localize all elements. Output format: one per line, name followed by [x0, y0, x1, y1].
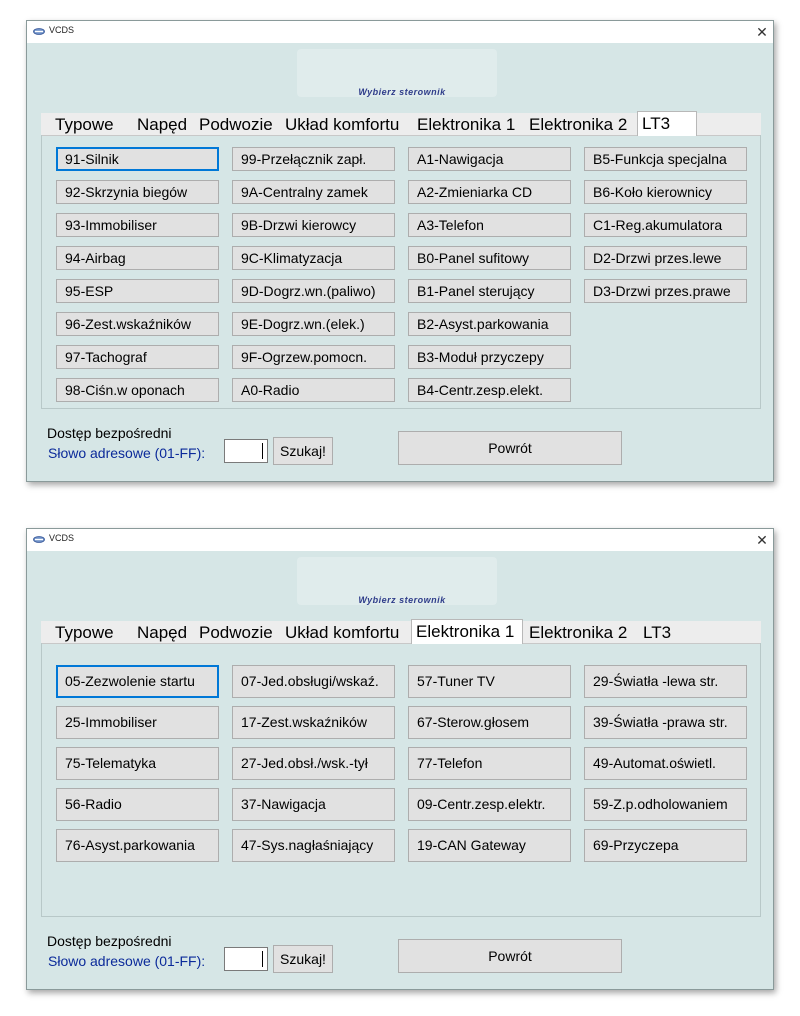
direct-access-label: Dostęp bezpośredni — [47, 425, 172, 441]
module-button[interactable]: 47-Sys.nagłaśniający — [232, 829, 395, 862]
module-button[interactable]: B6-Koło kierownicy — [584, 180, 747, 204]
tab-uklad-komfortu[interactable]: Układ komfortu — [285, 115, 400, 134]
tab-lt3[interactable]: LT3 — [643, 623, 672, 642]
module-button[interactable]: 9A-Centralny zamek — [232, 180, 395, 204]
module-button[interactable]: 9C-Klimatyzacja — [232, 246, 395, 270]
module-button[interactable]: C1-Reg.akumulatora — [584, 213, 747, 237]
module-button[interactable]: 19-CAN Gateway — [408, 829, 571, 862]
module-button[interactable]: 76-Asyst.parkowania — [56, 829, 219, 862]
module-button[interactable]: 67-Sterow.głosem — [408, 706, 571, 739]
select-controller-banner: Wybierz sterownik — [358, 595, 446, 605]
address-word-label: Słowo adresowe (01-FF): — [48, 953, 206, 969]
title-bar[interactable] — [27, 21, 773, 43]
module-button[interactable]: 07-Jed.obsługi/wskaź. — [232, 665, 395, 698]
address-input[interactable] — [224, 947, 268, 971]
vcds-app-icon — [33, 27, 45, 36]
module-button[interactable]: 98-Ciśn.w oponach — [56, 378, 219, 402]
module-button[interactable]: 09-Centr.zesp.elektr. — [408, 788, 571, 821]
tab-typowe[interactable]: Typowe — [55, 623, 114, 642]
module-button[interactable]: 91-Silnik — [56, 147, 219, 171]
window-title: VCDS — [49, 25, 75, 35]
module-button[interactable]: 49-Automat.oświetl. — [584, 747, 747, 780]
tab-elektronika-2[interactable]: Elektronika 2 — [529, 623, 628, 642]
close-icon[interactable]: ✕ — [756, 532, 768, 548]
vcds-window-elektronika-1 — [26, 528, 774, 990]
module-button[interactable]: 97-Tachograf — [56, 345, 219, 369]
module-button[interactable]: 9D-Dogrz.wn.(paliwo) — [232, 279, 395, 303]
module-button[interactable]: 59-Z.p.odholowaniem — [584, 788, 747, 821]
module-button[interactable]: A1-Nawigacja — [408, 147, 571, 171]
tab-naped[interactable]: Napęd — [137, 623, 188, 642]
module-button[interactable]: 93-Immobiliser — [56, 213, 219, 237]
tab-lt3[interactable]: LT3 — [637, 111, 697, 136]
module-button[interactable]: 39-Światła -prawa str. — [584, 706, 747, 739]
tab-elektronika-2[interactable]: Elektronika 2 — [529, 115, 628, 134]
module-button[interactable]: B5-Funkcja specjalna — [584, 147, 747, 171]
window-title: VCDS — [49, 533, 75, 543]
back-button[interactable]: Powrót — [398, 431, 622, 465]
text-caret — [262, 951, 263, 967]
module-button[interactable]: B0-Panel sufitowy — [408, 246, 571, 270]
module-button[interactable]: 57-Tuner TV — [408, 665, 571, 698]
address-word-label: Słowo adresowe (01-FF): — [48, 445, 206, 461]
module-button[interactable]: 9B-Drzwi kierowcy — [232, 213, 395, 237]
tab-strip — [41, 621, 761, 644]
module-button[interactable]: 96-Zest.wskaźników — [56, 312, 219, 336]
module-button[interactable]: B2-Asyst.parkowania — [408, 312, 571, 336]
module-button[interactable]: 69-Przyczepa — [584, 829, 747, 862]
vcds-window-lt3 — [26, 20, 774, 482]
module-button[interactable]: A2-Zmieniarka CD — [408, 180, 571, 204]
title-bar[interactable] — [27, 529, 773, 551]
back-button[interactable]: Powrót — [398, 939, 622, 973]
search-button[interactable]: Szukaj! — [273, 945, 333, 973]
module-button[interactable]: 99-Przełącznik zapł. — [232, 147, 395, 171]
module-button[interactable]: 92-Skrzynia biegów — [56, 180, 219, 204]
module-button[interactable]: 29-Światła -lewa str. — [584, 665, 747, 698]
module-button[interactable]: A0-Radio — [232, 378, 395, 402]
tab-naped[interactable]: Napęd — [137, 115, 188, 134]
select-controller-banner: Wybierz sterownik — [358, 87, 446, 97]
module-button[interactable]: 94-Airbag — [56, 246, 219, 270]
module-button[interactable]: 27-Jed.obsł./wsk.-tył — [232, 747, 395, 780]
module-button[interactable]: 56-Radio — [56, 788, 219, 821]
module-button[interactable]: 37-Nawigacja — [232, 788, 395, 821]
module-button[interactable]: 25-Immobiliser — [56, 706, 219, 739]
module-button[interactable]: D2-Drzwi przes.lewe — [584, 246, 747, 270]
tab-strip — [41, 113, 761, 136]
module-button[interactable]: D3-Drzwi przes.prawe — [584, 279, 747, 303]
tab-typowe[interactable]: Typowe — [55, 115, 114, 134]
module-button[interactable]: B4-Centr.zesp.elekt. — [408, 378, 571, 402]
module-button[interactable]: 77-Telefon — [408, 747, 571, 780]
close-icon[interactable]: ✕ — [756, 24, 768, 40]
module-button[interactable]: B3-Moduł przyczepy — [408, 345, 571, 369]
direct-access-label: Dostęp bezpośredni — [47, 933, 172, 949]
text-caret — [262, 443, 263, 459]
module-button[interactable]: 05-Zezwolenie startu — [56, 665, 219, 698]
module-button[interactable]: 9E-Dogrz.wn.(elek.) — [232, 312, 395, 336]
tab-elektronika-1[interactable]: Elektronika 1 — [411, 619, 523, 644]
module-button[interactable]: 75-Telematyka — [56, 747, 219, 780]
tab-uklad-komfortu[interactable]: Układ komfortu — [285, 623, 400, 642]
module-button[interactable]: A3-Telefon — [408, 213, 571, 237]
address-input[interactable] — [224, 439, 268, 463]
module-button[interactable]: 95-ESP — [56, 279, 219, 303]
search-button[interactable]: Szukaj! — [273, 437, 333, 465]
tab-podwozie[interactable]: Podwozie — [199, 115, 273, 134]
tab-podwozie[interactable]: Podwozie — [199, 623, 273, 642]
module-button[interactable]: 17-Zest.wskaźników — [232, 706, 395, 739]
module-button[interactable]: 9F-Ogrzew.pomocn. — [232, 345, 395, 369]
vcds-app-icon — [33, 535, 45, 544]
tab-elektronika-1[interactable]: Elektronika 1 — [417, 115, 516, 134]
module-button[interactable]: B1-Panel sterujący — [408, 279, 571, 303]
